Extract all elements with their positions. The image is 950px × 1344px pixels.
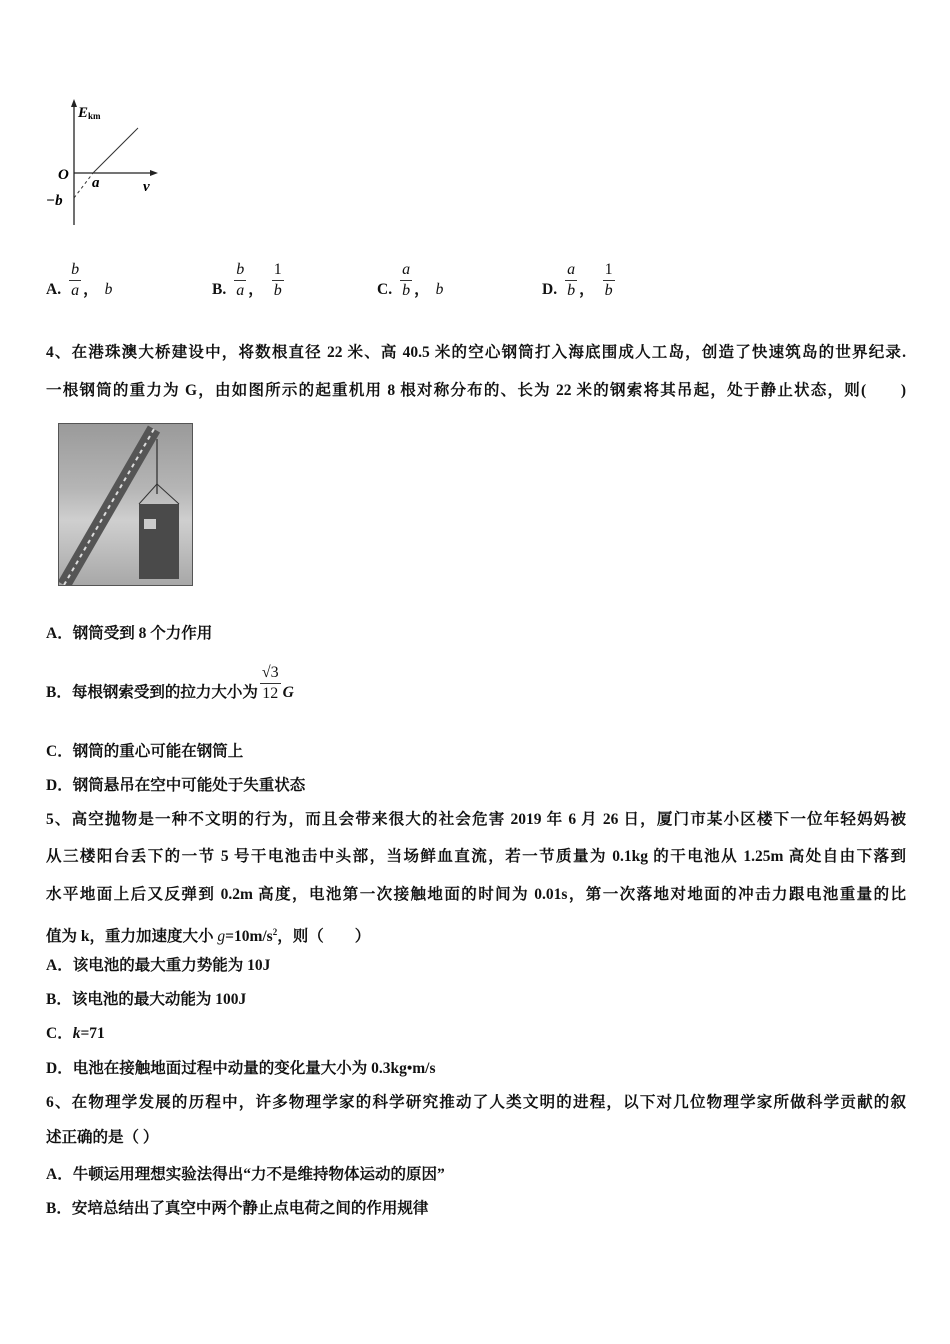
option-label: A. (46, 281, 62, 299)
q3-option-c[interactable] (377, 260, 443, 301)
q5-option-c[interactable]: C．k=71 (46, 1025, 105, 1042)
option-text: B．每根钢索受到的拉力大小为 (46, 684, 258, 702)
option-label: D. (542, 281, 558, 299)
fraction: $\frac{b}{a}$ (236, 261, 245, 299)
q4-option-c[interactable]: C．钢筒的重心可能在钢筒上 (46, 743, 244, 760)
q6-stem-line: 6、在物理学发展的历程中，许多物理学家的科学研究推动了人类文明的进程，以下对几位物理学家所做科学贡献的叙 (46, 1094, 906, 1111)
q3-option-a[interactable] (46, 260, 112, 301)
q6-stem-line: 述正确的是（ ） (46, 1129, 159, 1146)
fraction: $\frac{b}{a}$ (71, 261, 80, 299)
q3-option-b[interactable] (212, 260, 286, 301)
y-intercept-label: −b (46, 193, 63, 209)
ek-v-graph (40, 95, 170, 230)
separator: ， (579, 281, 595, 299)
q5-stem-line: 5、高空抛物是一种不文明的行为，而且会带来很大的社会危害 2019 年 6 月 26 日，厦门市某小区楼下一位年轻妈妈被 (46, 811, 906, 828)
q5-option-a[interactable]: A．该电池的最大重力势能为 10J (46, 957, 271, 974)
option-value: b (104, 281, 113, 299)
crane-photo (58, 423, 193, 586)
origin-label: O (58, 167, 69, 183)
x-label: v (143, 179, 150, 195)
graph-line (93, 128, 138, 173)
q4-option-b[interactable] (46, 663, 294, 704)
option-text: G (282, 684, 294, 702)
q4-option-a[interactable]: A．钢筒受到 8 个力作用 (46, 625, 213, 642)
fraction: $\frac{a}{b}$ (402, 261, 411, 299)
option-label: B. (212, 281, 227, 299)
q5-stem-line: 值为 k，重力加速度大小 $g=10m/s^2$，则（ ） (46, 927, 371, 946)
q5-stem-line: 从三楼阳台丢下的一节 5 号干电池击中头部，当场鲜血直流，若一节质量为 0.1kg 的干电池从 1.25m 高处自由下落到 (46, 848, 906, 865)
q4-stem-line: 4、在港珠澳大桥建设中，将数根直径 22 米、高 40.5 米的空心钢筒打入海底围成人工岛，创造了快速筑岛的世界纪录. (46, 344, 906, 361)
fraction: $\frac{a}{b}$ (567, 261, 576, 299)
q5-option-b[interactable]: B．该电池的最大动能为 100J (46, 991, 247, 1008)
dashed-extension (74, 173, 93, 198)
fraction: $\frac{√3}{12}$ (261, 664, 279, 702)
separator: ， (248, 281, 264, 299)
q6-option-a[interactable]: A．牛顿运用理想实验法得出“力不是维持物体运动的原因” (46, 1166, 445, 1183)
separator: ， (83, 281, 99, 299)
q5-option-d[interactable]: D．电池在接触地面过程中动量的变化量大小为 0.3kg•m/s (46, 1060, 436, 1077)
x-intercept-label: a (92, 175, 100, 191)
y-label: Ekm (78, 105, 101, 121)
q4-option-d[interactable]: D．钢筒悬吊在空中可能处于失重状态 (46, 777, 306, 794)
separator: ， (414, 281, 430, 299)
option-value: b (435, 281, 444, 299)
option-label: C. (377, 281, 393, 299)
x-arrow-icon (150, 170, 158, 176)
q6-option-b[interactable]: B．安培总结出了真空中两个静止点电荷之间的作用规律 (46, 1200, 429, 1217)
fraction: $\frac{1}{b}$ (273, 261, 282, 299)
q4-stem-line: 一根钢筒的重力为 G，由如图所示的起重机用 8 根对称分布的、长为 22 米的钢索将其吊起，处于静止状态，则( ) (46, 382, 906, 399)
q5-stem-line: 水平地面上后又反弹到 0.2m 高度，电池第一次接触地面的时间为 0.01s，第一次落地对地面的冲击力跟电池重量的比 (46, 886, 906, 903)
q3-option-d[interactable] (542, 260, 617, 301)
y-arrow-icon (71, 99, 77, 107)
fraction: $\frac{1}{b}$ (604, 261, 613, 299)
